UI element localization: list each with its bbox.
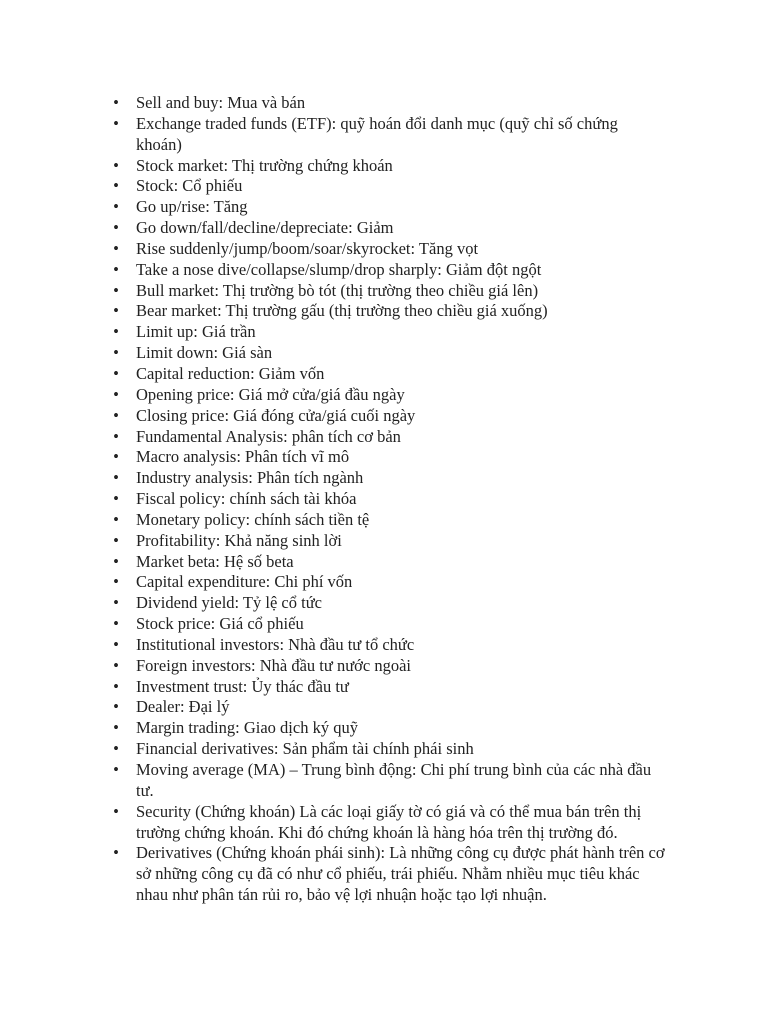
- list-item: [105, 176, 665, 197]
- list-item: [105, 552, 665, 573]
- list-item-text: Investment trust: Ủy thác đầu tư: [136, 676, 349, 696]
- bullet-icon: •: [113, 801, 119, 821]
- list-item: [105, 427, 665, 448]
- list-item-text: Profitability: Khả năng sinh lời: [136, 530, 342, 550]
- list-item-text: Market beta: Hệ số beta: [136, 551, 294, 571]
- list-item-text: Fundamental Analysis: phân tích cơ bản: [136, 426, 401, 446]
- list-item-text: Foreign investors: Nhà đầu tư nước ngoài: [136, 655, 411, 675]
- list-item-text: Institutional investors: Nhà đầu tư tổ chức: [136, 634, 415, 654]
- bullet-icon: •: [113, 259, 119, 279]
- bullet-icon: •: [113, 218, 119, 238]
- list-item: [105, 635, 665, 656]
- list-item: [105, 156, 665, 177]
- list-item: [105, 447, 665, 468]
- list-item: [105, 468, 665, 489]
- bullet-icon: •: [113, 343, 119, 363]
- list-item: [105, 718, 665, 739]
- list-item: [105, 677, 665, 698]
- list-item: [105, 322, 665, 343]
- bullet-icon: •: [113, 301, 119, 321]
- bullet-icon: •: [113, 509, 119, 529]
- list-item: [105, 93, 665, 114]
- bullet-icon: •: [113, 155, 119, 175]
- list-item-text: Rise suddenly/jump/boom/soar/skyrocket: Tăng vọt: [136, 238, 479, 258]
- bullet-icon: •: [113, 176, 119, 196]
- bullet-icon: •: [113, 363, 119, 383]
- bullet-icon: •: [113, 843, 119, 863]
- list-item: [105, 301, 665, 322]
- bullet-icon: •: [113, 384, 119, 404]
- list-item-text: Bear market: Thị trường gấu (thị trường theo chiều giá xuống): [136, 301, 548, 321]
- bullet-icon: •: [113, 697, 119, 717]
- list-item-text: Opening price: Giá mở cửa/giá đầu ngày: [136, 384, 405, 404]
- list-item-text: Limit down: Giá sàn: [136, 343, 273, 363]
- list-item-text: Stock market: Thị trường chứng khoán: [136, 155, 393, 175]
- list-item-text: Capital reduction: Giảm vốn: [136, 363, 325, 383]
- bullet-icon: •: [113, 739, 119, 759]
- list-item-text: Fiscal policy: chính sách tài khóa: [136, 489, 357, 509]
- bullet-icon: •: [113, 113, 119, 133]
- list-item-text: Security (Chứng khoán) Là các loại giấy tờ có giá và có thể mua bán trên thị trường chứng khoán. Khi đó chứng khoán là hàng hóa trên thị trường đó.: [136, 801, 642, 842]
- list-item-text: Dealer: Đại lý: [136, 697, 230, 717]
- list-item-text: Sell and buy: Mua và bán: [136, 93, 306, 112]
- bullet-icon: •: [113, 551, 119, 571]
- list-item-text: Go down/fall/decline/depreciate: Giảm: [136, 218, 394, 238]
- list-item: [105, 739, 665, 760]
- list-item: [105, 260, 665, 281]
- list-item: [105, 572, 665, 593]
- list-item: [105, 531, 665, 552]
- list-item-text: Financial derivatives: Sản phẩm tài chính phái sinh: [136, 739, 474, 759]
- list-item: [105, 239, 665, 260]
- list-item: [105, 593, 665, 614]
- bullet-icon: •: [113, 593, 119, 613]
- list-item: [105, 281, 665, 302]
- list-item-text: Bull market: Thị trường bò tót (thị trường theo chiều giá lên): [136, 280, 539, 300]
- list-item: [105, 760, 665, 802]
- list-item-text: Moving average (MA) – Trung bình động: Chi phí trung bình của các nhà đầu tư.: [136, 760, 652, 800]
- list-item-text: Take a nose dive/collapse/slump/drop sharply: Giảm đột ngột: [136, 259, 542, 279]
- bullet-icon: •: [113, 93, 119, 112]
- list-item-text: Stock: Cổ phiếu: [136, 176, 243, 196]
- list-item: [105, 802, 665, 844]
- list-item-text: Go up/rise: Tăng: [136, 197, 248, 217]
- list-item-text: Industry analysis: Phân tích ngành: [136, 468, 364, 488]
- list-item-text: Dividend yield: Tỷ lệ cổ tức: [136, 593, 322, 613]
- list-item: [105, 614, 665, 635]
- list-item-text: Exchange traded funds (ETF): quỹ hoán đổi danh mục (quỹ chỉ số chứng khoán): [136, 113, 618, 154]
- bullet-icon: •: [113, 676, 119, 696]
- list-item: [105, 656, 665, 677]
- bullet-icon: •: [113, 489, 119, 509]
- list-item-text: Macro analysis: Phân tích vĩ mô: [136, 447, 350, 467]
- bullet-icon: •: [113, 447, 119, 467]
- list-item-text: Limit up: Giá trần: [136, 322, 256, 342]
- list-item: [105, 843, 665, 906]
- list-item: [105, 364, 665, 385]
- list-item: [105, 697, 665, 718]
- list-item-text: Stock price: Giá cổ phiếu: [136, 614, 304, 634]
- list-item-text: Derivatives (Chứng khoán phái sinh): Là những công cụ được phát hành trên cơ sở những công cụ đã có như cổ phiếu, trái phiếu. Nhằm nhiều mục tiêu khác nhau như phân tán rủi ro, bảo vệ lợi nhuận hoặc tạo lợi nhuận.: [136, 843, 665, 905]
- glossary-list: [105, 93, 665, 906]
- bullet-icon: •: [113, 426, 119, 446]
- bullet-icon: •: [113, 572, 119, 592]
- list-item: [105, 510, 665, 531]
- bullet-icon: •: [113, 238, 119, 258]
- list-item: [105, 406, 665, 427]
- bullet-icon: •: [113, 718, 119, 738]
- list-item: [105, 218, 665, 239]
- bullet-icon: •: [113, 468, 119, 488]
- list-item: [105, 489, 665, 510]
- bullet-icon: •: [113, 614, 119, 634]
- bullet-icon: •: [113, 197, 119, 217]
- bullet-icon: •: [113, 634, 119, 654]
- bullet-icon: •: [113, 655, 119, 675]
- list-item: [105, 385, 665, 406]
- list-item-text: Closing price: Giá đóng cửa/giá cuối ngày: [136, 405, 416, 425]
- bullet-icon: •: [113, 530, 119, 550]
- list-item: [105, 114, 665, 156]
- list-item: [105, 197, 665, 218]
- list-item: [105, 343, 665, 364]
- bullet-icon: •: [113, 405, 119, 425]
- bullet-icon: •: [113, 280, 119, 300]
- bullet-icon: •: [113, 760, 119, 779]
- list-item-text: Monetary policy: chính sách tiền tệ: [136, 509, 370, 529]
- list-item-text: Capital expenditure: Chi phí vốn: [136, 572, 353, 592]
- bullet-icon: •: [113, 322, 119, 342]
- list-item-text: Margin trading: Giao dịch ký quỹ: [136, 718, 358, 738]
